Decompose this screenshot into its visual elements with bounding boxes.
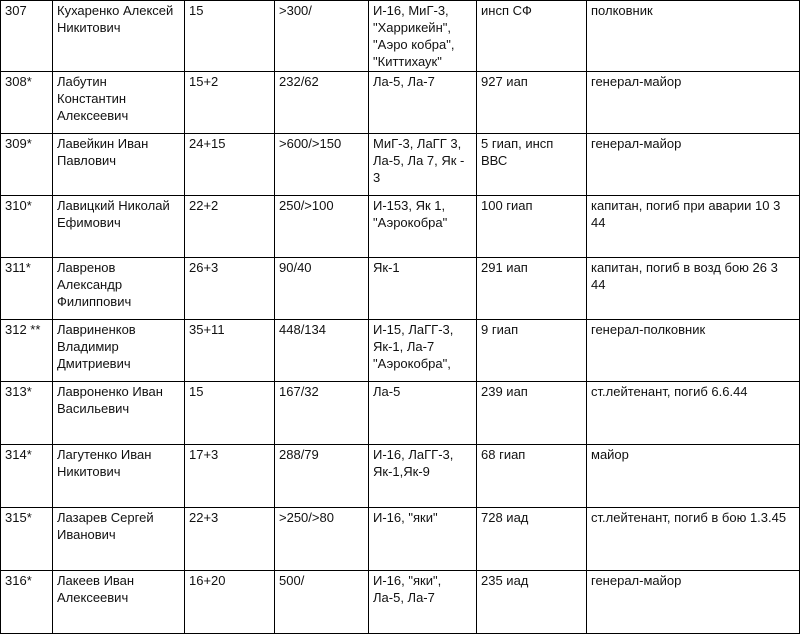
cell-rank: генерал-полковник — [587, 320, 800, 382]
cell-rank: майор — [587, 445, 800, 508]
cell-rank: генерал-майор — [587, 134, 800, 196]
cell-unit: 927 иап — [477, 72, 587, 134]
cell-aircraft: Ла-5, Ла-7 — [369, 72, 477, 134]
cell-rank: ст.лейтенант, погиб 6.6.44 — [587, 382, 800, 445]
cell-number: 314* — [1, 445, 53, 508]
cell-missions: 15 — [185, 1, 275, 72]
cell-name: Кухаренко Алексей Никитович — [53, 1, 185, 72]
cell-missions: 15+2 — [185, 72, 275, 134]
cell-victories: 90/40 — [275, 258, 369, 320]
cell-number: 308* — [1, 72, 53, 134]
cell-victories: >250/>80 — [275, 508, 369, 571]
cell-number: 310* — [1, 196, 53, 258]
cell-number: 307 — [1, 1, 53, 72]
cell-rank: капитан, погиб при аварии 10 3 44 — [587, 196, 800, 258]
cell-rank: ст.лейтенант, погиб в бою 1.3.45 — [587, 508, 800, 571]
cell-unit: инсп СФ — [477, 1, 587, 72]
cell-number: 313* — [1, 382, 53, 445]
cell-unit: 291 иап — [477, 258, 587, 320]
cell-missions: 22+2 — [185, 196, 275, 258]
cell-name: Лагутенко Иван Никитович — [53, 445, 185, 508]
cell-missions: 22+3 — [185, 508, 275, 571]
table-row — [1, 1, 800, 72]
cell-aircraft: И-16, "яки", Ла-5, Ла-7 — [369, 571, 477, 634]
cell-rank: капитан, погиб в возд бою 26 3 44 — [587, 258, 800, 320]
cell-victories: 167/32 — [275, 382, 369, 445]
cell-unit: 239 иап — [477, 382, 587, 445]
table-row — [1, 258, 800, 320]
cell-missions: 35+11 — [185, 320, 275, 382]
table-row — [1, 72, 800, 134]
cell-missions: 26+3 — [185, 258, 275, 320]
cell-victories: 448/134 — [275, 320, 369, 382]
cell-aircraft: И-153, Як 1, "Аэрокобра" — [369, 196, 477, 258]
cell-missions: 15 — [185, 382, 275, 445]
table-row — [1, 508, 800, 571]
cell-unit: 235 иад — [477, 571, 587, 634]
table-row — [1, 382, 800, 445]
cell-aircraft: И-16, ЛаГГ-3, Як-1,Як-9 — [369, 445, 477, 508]
cell-aircraft: И-15, ЛаГГ-3, Як-1, Ла-7 "Аэрокобра", — [369, 320, 477, 382]
cell-name: Лавроненко Иван Васильевич — [53, 382, 185, 445]
cell-name: Лазарев Сергей Иванович — [53, 508, 185, 571]
cell-name: Лавренов Александр Филиппович — [53, 258, 185, 320]
table-row — [1, 571, 800, 634]
cell-unit: 100 гиап — [477, 196, 587, 258]
cell-victories: 288/79 — [275, 445, 369, 508]
cell-victories: 232/62 — [275, 72, 369, 134]
cell-rank: полковник — [587, 1, 800, 72]
cell-victories: >300/ — [275, 1, 369, 72]
cell-aircraft: Ла-5 — [369, 382, 477, 445]
table-row — [1, 196, 800, 258]
table-row — [1, 320, 800, 382]
cell-number: 316* — [1, 571, 53, 634]
cell-aircraft: Як-1 — [369, 258, 477, 320]
cell-number: 315* — [1, 508, 53, 571]
cell-missions: 16+20 — [185, 571, 275, 634]
cell-unit: 728 иад — [477, 508, 587, 571]
table-row — [1, 445, 800, 508]
cell-victories: 250/>100 — [275, 196, 369, 258]
cell-rank: генерал-майор — [587, 72, 800, 134]
cell-victories: 500/ — [275, 571, 369, 634]
cell-missions: 24+15 — [185, 134, 275, 196]
table-row — [1, 134, 800, 196]
cell-name: Лавейкин Иван Павлович — [53, 134, 185, 196]
cell-number: 309* — [1, 134, 53, 196]
cell-missions: 17+3 — [185, 445, 275, 508]
cell-unit: 68 гиап — [477, 445, 587, 508]
cell-number: 311* — [1, 258, 53, 320]
cell-rank: генерал-майор — [587, 571, 800, 634]
cell-name: Лабутин Константин Алексеевич — [53, 72, 185, 134]
cell-aircraft: МиГ-3, ЛаГГ 3, Ла-5, Ла 7, Як - 3 — [369, 134, 477, 196]
cell-number: 312 ** — [1, 320, 53, 382]
cell-unit: 9 гиап — [477, 320, 587, 382]
cell-aircraft: И-16, "яки" — [369, 508, 477, 571]
cell-name: Лавицкий Николай Ефимович — [53, 196, 185, 258]
cell-victories: >600/>150 — [275, 134, 369, 196]
cell-name: Лакеев Иван Алексеевич — [53, 571, 185, 634]
cell-unit: 5 гиап, инсп ВВС — [477, 134, 587, 196]
cell-aircraft: И-16, МиГ-3, "Харрикейн", "Аэро кобра", "Киттихаук" — [369, 1, 477, 72]
cell-name: Лавриненков Владимир Дмитриевич — [53, 320, 185, 382]
